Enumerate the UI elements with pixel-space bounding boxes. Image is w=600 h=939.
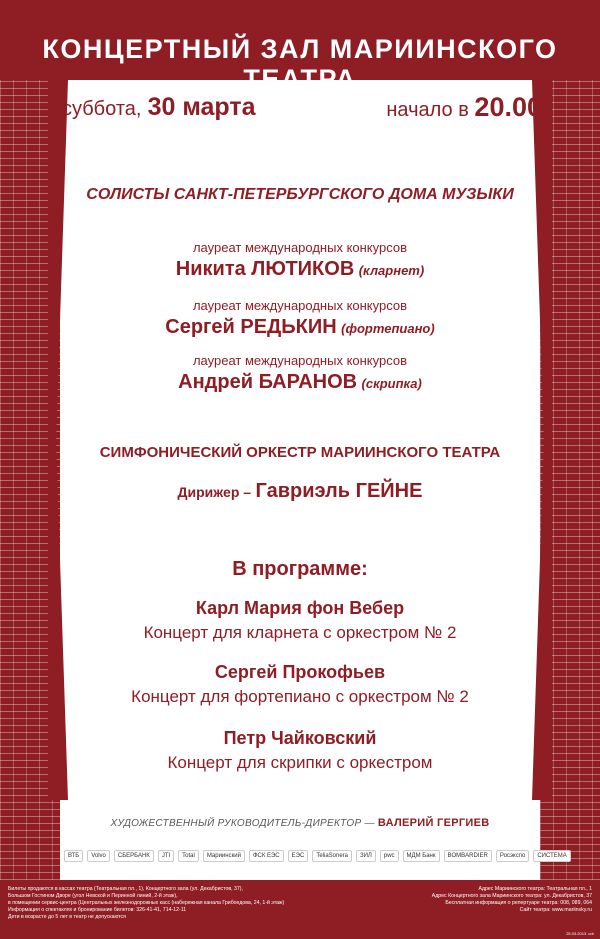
sponsor-logo: СБЕРБАНК bbox=[114, 850, 154, 862]
orchestra-name: СИМФОНИЧЕСКИЙ ОРКЕСТР МАРИИНСКОГО ТЕАТРА bbox=[99, 444, 501, 461]
ticket-info-line: Дети в возрасте до 5 лет в театр не допускаются bbox=[8, 914, 126, 920]
director-name: ВАЛЕРИЙ ГЕРГИЕВ bbox=[377, 817, 490, 829]
artistic-director bbox=[60, 817, 540, 829]
start-time-value: 20.00 bbox=[474, 92, 542, 122]
sponsor-logo: ФСК ЕЭС bbox=[249, 850, 284, 862]
sponsor-logo: Volvo bbox=[87, 850, 110, 862]
sponsor-logo: Мариинский bbox=[203, 850, 245, 862]
sponsor-logo: Total bbox=[178, 850, 199, 862]
address-info-line: Сайт театра: www.mariinsky.ru bbox=[519, 907, 592, 913]
start-label: начало в bbox=[386, 99, 469, 121]
sponsor-logo: BOMBARDIER bbox=[444, 850, 492, 862]
ticket-info-line: Информация о спектаклях и бронирование билетов: 326-41-41, 714-12-11 bbox=[8, 907, 187, 913]
sponsor-logo: JTI bbox=[158, 850, 174, 862]
performer-2 bbox=[60, 298, 540, 339]
sponsor-logo: ВТБ bbox=[64, 850, 83, 862]
sponsor-logo: TeliaSonera bbox=[312, 850, 352, 862]
concert-date bbox=[62, 92, 255, 124]
program-item-2 bbox=[60, 662, 540, 707]
program-work: Концерт для фортепиано с оркестром № 2 bbox=[131, 687, 469, 706]
program-composer: Петр Чайковский bbox=[223, 728, 377, 748]
sponsor-logo: СИСТЕМА bbox=[533, 850, 570, 862]
ticket-info bbox=[8, 886, 308, 921]
performer-3 bbox=[60, 353, 540, 394]
program-work: Концерт для кларнета с оркестром № 2 bbox=[143, 623, 457, 642]
sponsor-logo: ЗИЛ bbox=[356, 850, 376, 862]
performer-instrument: (фортепиано) bbox=[341, 321, 435, 336]
sponsor-logo: МДМ Банк bbox=[403, 850, 440, 862]
address-info bbox=[312, 886, 592, 914]
conductor-label: Дирижер – bbox=[177, 484, 252, 500]
address-info-line: Адрес Концертного зала Мариинского театра: ул. Декабристов, 37 bbox=[431, 893, 592, 899]
soloists-title: СОЛИСТЫ САНКТ-ПЕТЕРБУРГСКОГО ДОМА МУЗЫКИ bbox=[86, 186, 514, 203]
performer-name: Никита ЛЮТИКОВ bbox=[175, 258, 355, 280]
ticket-info-line: Большом Гостином Дворе (угол Невской и Перинной линий, 2-й этаж), bbox=[8, 893, 178, 899]
ticket-info-line: в помещении сервис-центра (Центральных железнодорожных касс (набережная канала Грибоедова, 24, 1-й этаж) bbox=[8, 900, 285, 906]
conductor-name: Гавриэль ГЕЙНЕ bbox=[255, 480, 423, 502]
file-stamp: 25.03.2013 .cdr bbox=[566, 931, 594, 936]
program-composer: Сергей Прокофьев bbox=[214, 662, 386, 682]
program-composer: Карл Мария фон Вебер bbox=[195, 598, 405, 618]
sponsor-logos bbox=[64, 843, 567, 869]
ticket-info-line: Билеты продаются в кассах театра (Театральная пл., 1), Концертного зала (ул. Декабристов, 37), bbox=[8, 886, 243, 892]
date-day: суббота, bbox=[62, 98, 142, 120]
performer-laureate: лауреат международных конкурсов bbox=[192, 353, 408, 368]
conductor bbox=[60, 480, 540, 503]
program-item-1 bbox=[60, 598, 540, 643]
performer-laureate: лауреат международных конкурсов bbox=[192, 240, 408, 255]
program-work: Концерт для скрипки с оркестром bbox=[167, 753, 433, 772]
sponsor-logo: ЕЭС bbox=[288, 850, 309, 862]
address-info-line: Адрес Мариинского театра: Театральная пл., 1 bbox=[478, 886, 592, 892]
page-title: КОНЦЕРТНЫЙ ЗАЛ МАРИИНСКОГО ТЕАТРА bbox=[42, 34, 558, 94]
date-number: 30 марта bbox=[147, 93, 256, 121]
director-label: ХУДОЖЕСТВЕННЫЙ РУКОВОДИТЕЛЬ-ДИРЕКТОР — bbox=[110, 818, 375, 829]
performer-name: Сергей РЕДЬКИН bbox=[165, 316, 337, 338]
start-time bbox=[386, 92, 542, 125]
program-title: В программе: bbox=[232, 558, 368, 580]
performer-name: Андрей БАРАНОВ bbox=[178, 371, 358, 393]
performer-instrument: (кларнет) bbox=[358, 263, 425, 278]
performer-1 bbox=[60, 240, 540, 281]
program-item-3 bbox=[60, 728, 540, 773]
performer-instrument: (скрипка) bbox=[361, 376, 422, 391]
performer-laureate: лауреат международных конкурсов bbox=[192, 298, 408, 313]
sponsor-logo: Росэкспо bbox=[496, 850, 529, 862]
sponsor-logo: pwc bbox=[380, 850, 399, 862]
address-info-line: Бесплатная информация о репертуаре театра: 008, 089, 064 bbox=[445, 900, 592, 906]
